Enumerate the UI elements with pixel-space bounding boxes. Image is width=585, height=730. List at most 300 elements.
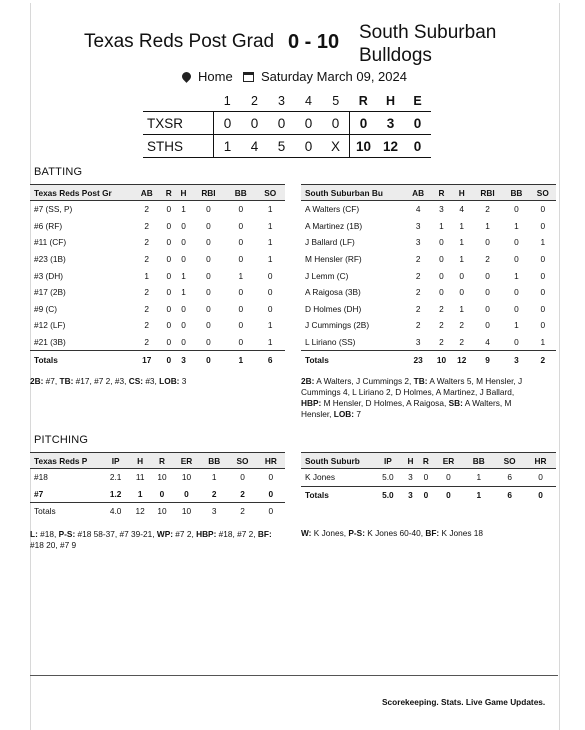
stat-cell: 2: [240, 488, 245, 499]
away-pitching-table: [30, 452, 285, 520]
totals-cell: 3: [403, 486, 418, 503]
home-pitching-notes: [301, 528, 551, 539]
stat-cell: 2: [415, 320, 421, 331]
stat-cell: 0: [166, 337, 172, 348]
stat-cell: 2: [439, 337, 444, 348]
home-pitching-team-header: South Suburb: [301, 453, 373, 469]
stat-cell: 1: [459, 254, 465, 265]
away-batting-header-row: [30, 185, 285, 201]
stat-cell: 0: [166, 303, 172, 314]
stat-cell: 1: [181, 204, 186, 215]
stat-cell: 0: [439, 254, 444, 265]
stat-cell: 1: [439, 220, 444, 231]
home-batting-team-header: South Suburban Bu: [301, 185, 405, 201]
stat-cell: 0: [206, 287, 211, 298]
away-pitching-block: [30, 452, 285, 551]
stat-cell: 0: [206, 320, 211, 331]
totals-cell: 6: [255, 351, 285, 368]
stat-cell: 4: [459, 204, 465, 215]
totals-cell: 3: [176, 351, 191, 368]
away-batting-column-header: SO: [255, 185, 285, 201]
stat-cell: 0: [267, 303, 273, 314]
stat-cell: 0: [439, 237, 444, 248]
inning-score: 0: [214, 112, 242, 135]
table-row: [30, 234, 285, 251]
home-pitching-table-body: [301, 469, 556, 504]
stat-cell: 0: [538, 472, 543, 483]
table-row: [30, 267, 285, 284]
stat-cell: 0: [238, 320, 244, 331]
stat-cell: 0: [446, 472, 451, 483]
stat-cell: 1: [267, 220, 273, 231]
stat-cell: 0: [238, 337, 244, 348]
away-batting-column-header: AB: [132, 185, 161, 201]
totals-cell: 2: [228, 503, 256, 520]
note-key: CS:: [128, 375, 144, 386]
home-pitching-column-header: BB: [463, 453, 494, 469]
note-key: LOB:: [159, 375, 180, 386]
player-name: J Lemm (C): [305, 270, 349, 281]
player-name: #6 (RF): [34, 220, 63, 231]
totals-cell: 0: [418, 486, 433, 503]
away-pitching-table-head: [30, 453, 285, 469]
away-pitching-notes: [30, 529, 280, 551]
stat-cell: 2: [144, 204, 150, 215]
stat-cell: 0: [166, 237, 172, 248]
away-batting-column-header: H: [176, 185, 191, 201]
stat-cell: 3: [415, 220, 421, 231]
player-name: A Martinez (1B): [305, 220, 363, 231]
table-row: [301, 234, 556, 251]
stat-cell: 0: [485, 237, 490, 248]
totals-cell: 5.0: [373, 486, 403, 503]
player-name: #12 (LF): [34, 320, 66, 331]
stat-cell: 0: [206, 303, 211, 314]
rhe-header: R: [358, 94, 368, 108]
inning-header: 2: [251, 94, 258, 108]
totals-cell: 12: [129, 503, 151, 520]
note-value: A Walters 5, M Hensler, J Cummings 4, L Liriano 2, D Holmes, A Martinez, J Ballard,: [301, 375, 523, 397]
stat-cell: 1: [267, 320, 273, 331]
stat-cell: 2: [415, 270, 421, 281]
stat-cell: 1: [267, 204, 273, 215]
note-value: #18 58-37, #7 39-21,: [75, 528, 157, 539]
linescore-row: [143, 112, 431, 135]
stat-cell: 2: [415, 303, 421, 314]
stat-cell: 2: [144, 254, 150, 265]
location-pin-icon: [180, 70, 193, 83]
stat-cell: 1: [476, 472, 482, 483]
stat-cell: 2: [144, 220, 150, 231]
stat-cell: 0: [206, 237, 211, 248]
home-batting-column-header: H: [452, 185, 472, 201]
stat-cell: 6: [507, 472, 512, 483]
away-batting-table-head: [30, 185, 285, 201]
player-name: #18: [34, 472, 48, 483]
runs-total: 10: [350, 135, 378, 158]
totals-cell: 0: [525, 486, 556, 503]
home-batting-table: [301, 184, 556, 368]
stat-cell: 1: [459, 237, 465, 248]
location-info: [182, 69, 233, 84]
note-value: #18, #7 2,: [216, 528, 258, 539]
home-batting-notes: [301, 376, 529, 420]
table-row: [301, 201, 556, 218]
note-value: K Jones 60-40,: [364, 528, 426, 539]
away-batting-column-header: BB: [226, 185, 255, 201]
totals-cell: 0: [434, 486, 464, 503]
stat-cell: 0: [206, 337, 211, 348]
linescore-table: [143, 91, 431, 158]
home-batting-column-header: R: [431, 185, 451, 201]
stat-cell: 1: [267, 254, 273, 265]
home-batting-column-header: AB: [405, 185, 431, 201]
stat-cell: 0: [166, 254, 172, 265]
totals-label: Totals: [301, 486, 373, 503]
stat-cell: 0: [514, 337, 519, 348]
away-team-name: Texas Reds Post Grad: [84, 31, 275, 52]
player-name: #9 (C): [34, 303, 58, 314]
errors-total: 0: [404, 135, 431, 158]
stat-cell: 3: [439, 204, 444, 215]
inning-header: 5: [332, 94, 340, 108]
note-value: M Hensler, D Holmes, A Raigosa,: [321, 397, 449, 408]
stat-cell: 2: [485, 254, 490, 265]
stat-cell: 0: [485, 303, 490, 314]
stat-cell: 2: [144, 287, 150, 298]
totals-cell: 17: [132, 351, 161, 368]
note-value: #18,: [37, 528, 59, 539]
linescore-row: [143, 135, 431, 158]
stat-cell: 1.2: [109, 488, 122, 499]
table-row: [301, 334, 556, 351]
footer-tagline: Scorekeeping. Stats. Live Game Updates.: [382, 697, 546, 707]
stat-cell: 0: [423, 472, 429, 483]
home-batting-column-header: BB: [503, 185, 529, 201]
note-value: 7: [354, 408, 361, 419]
stat-cell: 0: [540, 287, 546, 298]
home-batting-block: [301, 184, 556, 420]
table-row: [30, 486, 285, 503]
inning-header: 1: [223, 94, 231, 108]
linescore-header-row: [143, 91, 431, 112]
stat-cell: 3: [415, 337, 421, 348]
stat-cell: 0: [238, 303, 244, 314]
home-pitching-table-head: [301, 453, 556, 469]
totals-cell: 1: [463, 486, 494, 503]
stat-cell: 0: [514, 254, 519, 265]
stat-cell: 0: [514, 237, 519, 248]
stat-cell: 0: [514, 287, 519, 298]
stat-cell: 0: [485, 320, 490, 331]
inning-header: 3: [278, 94, 285, 108]
stat-cell: 0: [166, 204, 172, 215]
stat-cell: 0: [181, 303, 186, 314]
away-pitching-column-header: BB: [200, 453, 228, 469]
note-value: #17, #7 2, #3,: [73, 375, 129, 386]
stat-cell: 4: [485, 337, 490, 348]
stat-cell: 0: [540, 204, 546, 215]
stat-cell: 0: [439, 270, 444, 281]
away-pitching-team-header: Texas Reds P: [30, 453, 102, 469]
stat-cell: 0: [166, 270, 172, 281]
table-row: [301, 469, 556, 487]
calendar-icon: [243, 72, 254, 82]
away-batting-column-header: RBI: [191, 185, 226, 201]
stat-cell: 0: [540, 220, 546, 231]
stat-cell: 1: [514, 320, 519, 331]
note-value: #18 20, #7 9: [30, 539, 77, 550]
note-key: BF:: [257, 528, 272, 539]
away-pitching-column-header: IP: [102, 453, 129, 469]
away-batting-totals-row: [30, 351, 285, 368]
note-value: 3: [179, 375, 187, 386]
stat-cell: 2: [439, 320, 444, 331]
totals-label: Totals: [30, 351, 132, 368]
stat-cell: 0: [206, 254, 211, 265]
stat-cell: 2: [459, 337, 465, 348]
stat-cell: 1: [514, 270, 519, 281]
inning-score: 0: [268, 112, 295, 135]
totals-cell: 3: [503, 351, 529, 368]
note-key: L:: [30, 528, 38, 539]
stat-cell: 0: [181, 220, 186, 231]
rhe-header: H: [385, 94, 396, 108]
home-team-name: South Suburban Bulldogs: [359, 22, 497, 66]
stat-cell: 0: [485, 270, 490, 281]
final-score: 0 - 10: [288, 31, 340, 53]
note-value: A Walters, J Cummings 2,: [314, 375, 414, 386]
home-batting-table-body: [301, 201, 556, 368]
note-key: 2B:: [301, 375, 315, 386]
stat-cell: 5.0: [382, 472, 394, 483]
away-batting-team-header: Texas Reds Post Gr: [30, 185, 132, 201]
table-row: [301, 284, 556, 301]
table-row: [301, 218, 556, 235]
home-pitching-table: [301, 452, 556, 503]
note-key: P-S:: [58, 528, 76, 539]
stat-cell: 1: [181, 270, 186, 281]
away-pitching-column-header: R: [151, 453, 173, 469]
linescore-corner: [143, 91, 214, 112]
player-name: D Holmes (DH): [305, 303, 362, 314]
away-pitching-table-body: [30, 469, 285, 520]
totals-cell: 10: [173, 503, 200, 520]
stat-cell: 1: [485, 220, 490, 231]
inning-score: 4: [241, 135, 268, 158]
inning-header: 4: [305, 94, 312, 108]
note-key: LOB:: [333, 408, 355, 419]
stat-cell: 1: [514, 220, 519, 231]
away-pitching-column-header: H: [129, 453, 151, 469]
stat-cell: 0: [238, 204, 244, 215]
stat-cell: 0: [238, 287, 244, 298]
player-name: #23 (1B): [34, 254, 66, 265]
stat-cell: 2: [459, 320, 465, 331]
player-name: A Raigosa (3B): [305, 287, 361, 298]
home-pitching-totals-row: [301, 486, 556, 503]
home-pitching-column-header: SO: [494, 453, 525, 469]
player-name: K Jones: [305, 472, 335, 483]
table-row: [301, 267, 556, 284]
hits-total: 3: [377, 112, 404, 135]
player-name: #3 (DH): [34, 270, 64, 281]
home-batting-header-row: [301, 185, 556, 201]
stat-cell: 0: [459, 270, 465, 281]
note-value: #3,: [143, 375, 160, 386]
stat-cell: 3: [415, 237, 421, 248]
note-key: HBP:: [301, 397, 322, 408]
stat-cell: 0: [540, 320, 546, 331]
totals-cell: 1: [226, 351, 255, 368]
table-row: [30, 201, 285, 218]
stat-cell: 2: [415, 254, 421, 265]
footer-divider: [30, 675, 558, 676]
stat-cell: 0: [540, 303, 546, 314]
away-pitching-header-row: [30, 453, 285, 469]
stat-cell: 0: [181, 320, 186, 331]
stat-cell: 2: [415, 287, 421, 298]
note-value: #7 2,: [173, 528, 197, 539]
stat-cell: 1: [238, 270, 244, 281]
stat-cell: 2: [144, 337, 150, 348]
stat-cell: 0: [267, 270, 273, 281]
home-batting-table-head: [301, 185, 556, 201]
stat-cell: 1: [267, 337, 273, 348]
totals-cell: 6: [494, 486, 525, 503]
totals-cell: 0: [257, 503, 285, 520]
stat-cell: 2: [144, 237, 150, 248]
totals-cell: 9: [472, 351, 503, 368]
note-key: SB:: [448, 397, 463, 408]
stat-cell: 2: [439, 303, 444, 314]
stat-cell: 0: [267, 287, 273, 298]
away-batting-table-body: [30, 201, 285, 368]
stat-cell: 3: [408, 472, 413, 483]
home-pitching-column-header: HR: [525, 453, 556, 469]
inning-score: 0: [322, 112, 350, 135]
stat-cell: 0: [184, 488, 189, 499]
totals-cell: 10: [431, 351, 451, 368]
totals-cell: 2: [530, 351, 556, 368]
stat-cell: 0: [206, 270, 211, 281]
stat-cell: 2: [485, 204, 490, 215]
stat-cell: 10: [181, 472, 192, 483]
player-name: #21 (3B): [34, 337, 66, 348]
stat-cell: 0: [159, 488, 165, 499]
player-name: J Ballard (LF): [305, 237, 355, 248]
totals-cell: 0: [191, 351, 226, 368]
stat-cell: 1: [181, 287, 186, 298]
player-name: #7: [34, 488, 44, 499]
rhe-header: E: [413, 94, 422, 108]
stat-cell: 4: [415, 204, 421, 215]
table-row: [30, 334, 285, 351]
note-value: K Jones,: [311, 528, 349, 539]
hits-total: 12: [377, 135, 404, 158]
home-pitching-block: [301, 452, 556, 539]
away-batting-table: [30, 184, 285, 368]
stat-cell: 0: [514, 303, 519, 314]
away-batting-column-header: R: [161, 185, 176, 201]
stat-cell: 1: [459, 220, 465, 231]
away-batting-block: [30, 184, 285, 387]
stat-cell: 0: [540, 254, 546, 265]
note-key: P-S:: [348, 528, 365, 539]
home-pitching-column-header: IP: [373, 453, 403, 469]
stat-cell: 0: [181, 254, 186, 265]
table-row: [301, 251, 556, 268]
totals-label: Totals: [301, 351, 405, 368]
table-row: [30, 251, 285, 268]
player-name: J Cummings (2B): [305, 320, 370, 331]
inning-score: 0: [295, 112, 322, 135]
stat-cell: 0: [514, 204, 519, 215]
table-row: [30, 284, 285, 301]
away-pitching-totals-row: [30, 503, 285, 520]
player-name: #17 (2B): [34, 287, 66, 298]
home-pitching-header-row: [301, 453, 556, 469]
table-row: [30, 301, 285, 318]
table-row: [30, 317, 285, 334]
stat-cell: 0: [206, 220, 211, 231]
stat-cell: 0: [181, 337, 186, 348]
stat-cell: 1: [137, 488, 143, 499]
note-value: #7,: [43, 375, 60, 386]
stat-cell: 0: [439, 287, 444, 298]
home-pitching-column-header: H: [403, 453, 418, 469]
away-pitching-column-header: ER: [173, 453, 200, 469]
home-batting-column-header: SO: [530, 185, 556, 201]
table-row: [30, 218, 285, 235]
home-batting-column-header: RBI: [472, 185, 503, 201]
totals-cell: 12: [452, 351, 472, 368]
inning-score: 1: [214, 135, 242, 158]
table-row: [30, 469, 285, 486]
player-name: A Walters (CF): [305, 204, 360, 215]
note-key: WP:: [156, 528, 173, 539]
totals-label: Totals: [30, 503, 102, 520]
totals-cell: 3: [200, 503, 228, 520]
totals-cell: 23: [405, 351, 431, 368]
note-key: HBP:: [196, 528, 217, 539]
totals-cell: 0: [161, 351, 176, 368]
inning-score: 5: [268, 135, 295, 158]
away-pitching-column-header: SO: [228, 453, 256, 469]
totals-cell: 10: [151, 503, 173, 520]
stat-cell: 0: [240, 472, 245, 483]
pitching-section-title: PITCHING: [34, 434, 89, 446]
note-key: TB:: [413, 375, 428, 386]
stat-cell: 0: [206, 204, 211, 215]
team-abbr: TXSR: [143, 112, 214, 135]
player-name: #7 (SS, P): [34, 204, 73, 215]
stat-cell: 0: [238, 220, 244, 231]
stat-cell: 11: [135, 472, 145, 483]
stat-cell: 0: [238, 254, 244, 265]
away-pitching-column-header: HR: [257, 453, 285, 469]
stat-cell: 1: [540, 237, 546, 248]
home-batting-totals-row: [301, 351, 556, 368]
stat-cell: 1: [211, 472, 217, 483]
game-date: Saturday March 09, 2024: [261, 69, 407, 84]
player-name: M Hensler (RF): [305, 254, 362, 265]
stat-cell: 0: [268, 472, 274, 483]
home-pitching-column-header: ER: [434, 453, 464, 469]
note-key: TB:: [59, 375, 74, 386]
totals-cell: 4.0: [102, 503, 129, 520]
stat-cell: 1: [540, 337, 546, 348]
